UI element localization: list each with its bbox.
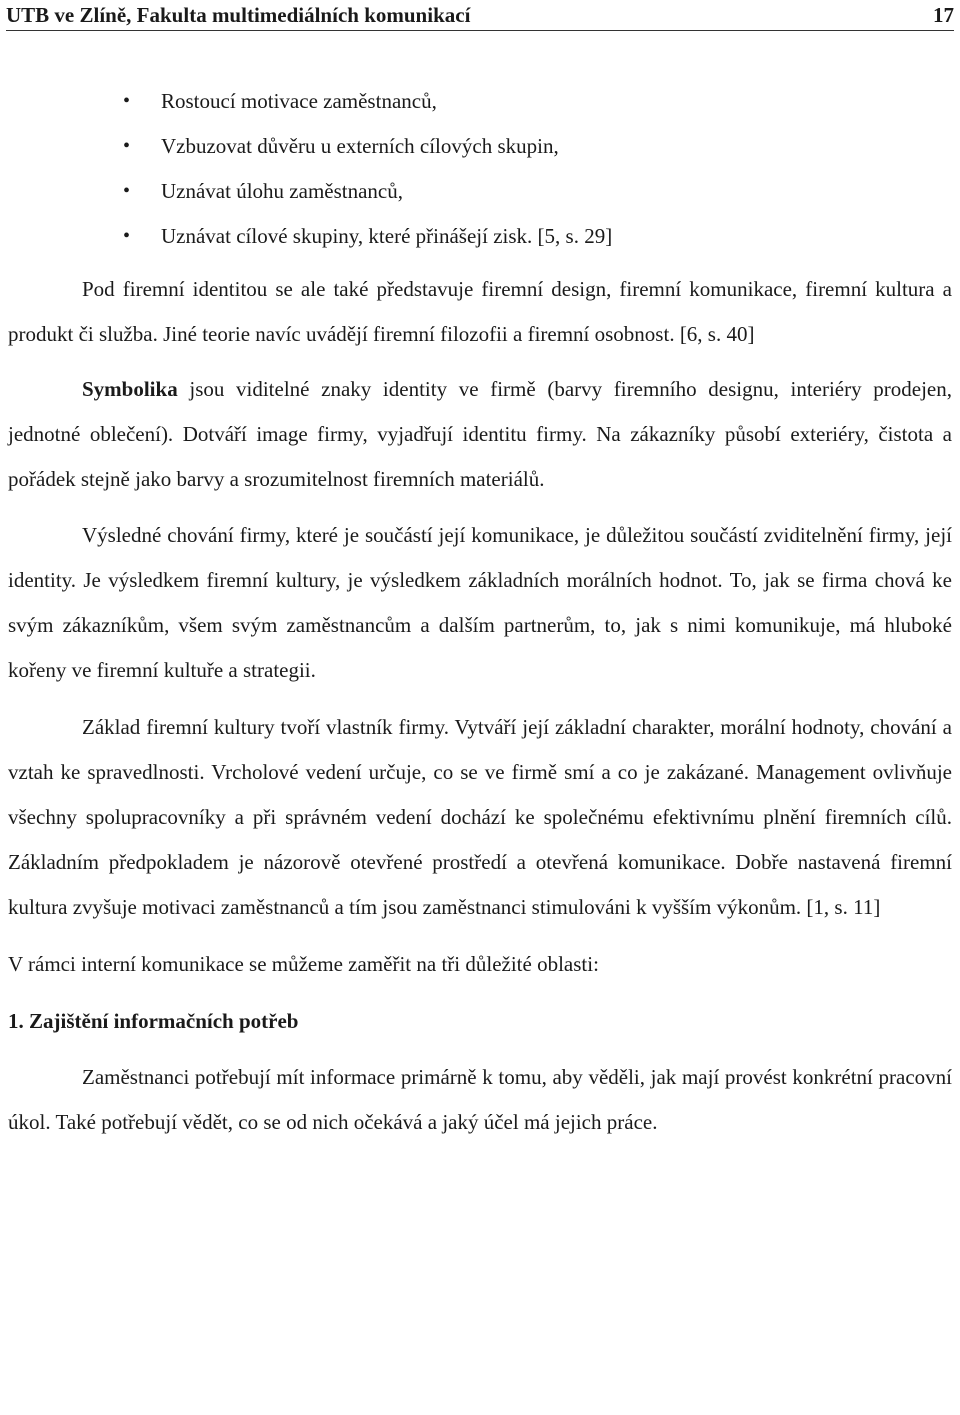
term-symbolika: Symbolika bbox=[82, 377, 178, 401]
page-header bbox=[6, 0, 954, 31]
paragraph-interni-komunikace: V rámci interní komunikace se můžeme zaměřit na tři důležité oblasti: bbox=[8, 952, 599, 976]
paragraph-symbolika bbox=[8, 367, 952, 502]
header-title: UTB ve Zlíně, Fakulta multimediálních komunikací bbox=[6, 2, 471, 27]
page-number: 17 bbox=[933, 2, 954, 27]
list-item-text: Vzbuzovat důvěru u externích cílových skupin, bbox=[161, 134, 559, 158]
list-item-text: Uznávat úlohu zaměstnanců, bbox=[161, 179, 403, 203]
bullet-icon: • bbox=[123, 90, 131, 112]
bullet-icon: • bbox=[123, 225, 131, 247]
paragraph-informacni-potreby: Zaměstnanci potřebují mít informace primárně k tomu, aby věděli, jak mají provést konkrétní pracovní úkol. Také potřebují vědět, co se od nich očekává a jaký účel má jejich práce. bbox=[8, 1065, 952, 1134]
paragraph-firemni-kultura: Základ firemní kultury tvoří vlastník firmy. Vytváří její základní charakter, morální hodnoty, chování a vztah ke spravedlnosti. Vrcholové vedení určuje, co se ve firmě smí a co je zakázané. Management ovlivňuje všechny spolupracovníky a při správném vedení dochází ke společnému efektivnímu plnění firemních cílů. Základním předpokladem je názorově otevřené prostředí a otevřená komunikace. Dobře nastavená firemní kultura zvyšuje motivaci zaměstnanců a tím jsou zaměstnanci stimulováni k vyšším výkonům. [1, s. 11] bbox=[8, 715, 952, 919]
section-heading: 1. Zajištění informačních potřeb bbox=[8, 1009, 299, 1033]
list-item bbox=[8, 214, 952, 259]
list-item bbox=[8, 169, 952, 214]
list-item-text: Uznávat cílové skupiny, které přinášejí zisk. [5, s. 29] bbox=[161, 224, 613, 248]
bullet-list bbox=[8, 79, 952, 259]
bullet-icon: • bbox=[123, 180, 131, 202]
bullet-icon: • bbox=[123, 135, 131, 157]
paragraph-chovani-firmy: Výsledné chování firmy, které je součástí její komunikace, je důležitou součástí zviditelnění firmy, její identity. Je výsledkem firemní kultury, je výsledkem základních morálních hodnot. To, jak se firma chová ke svým zákazníkům, všem svým zaměstnancům a dalším partnerům, to, jak s nimi komunikuje, má hluboké kořeny ve firemní kultuře a strategii. bbox=[8, 523, 952, 682]
paragraph-symbolika-text: jsou viditelné znaky identity ve firmě (barvy firemního designu, interiéry prodejen, jednotné oblečení). Dotváří image firmy, vyjadřují identitu firmy. Na zákazníky působí exteriéry, čistota a pořádek stejně jako barvy a srozumitelnost firemních materiálů. bbox=[8, 377, 952, 491]
paragraph-firemni-identita: Pod firemní identitou se ale také představuje firemní design, firemní komunikace, firemní kultura a produkt či služba. Jiné teorie navíc uvádějí firemní filozofii a firemní osobnost. [6, s. 40] bbox=[8, 277, 952, 346]
list-item bbox=[8, 124, 952, 169]
list-item-text: Rostoucí motivace zaměstnanců, bbox=[161, 89, 437, 113]
list-item bbox=[8, 79, 952, 124]
page-content bbox=[8, 79, 952, 1145]
